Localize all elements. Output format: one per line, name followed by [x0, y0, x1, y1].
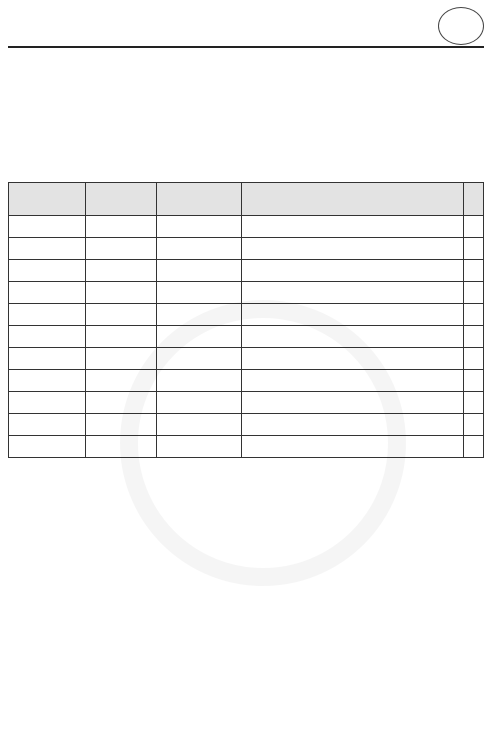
notice-header [8, 6, 484, 48]
cell-row [463, 348, 483, 370]
cell-estimate [86, 282, 157, 304]
cell-guarantee [9, 348, 86, 370]
table-row [9, 414, 484, 436]
table-row [9, 216, 484, 238]
table-row [9, 304, 484, 326]
cell-estimate [86, 414, 157, 436]
cell-guarantee [9, 392, 86, 414]
table-row [9, 348, 484, 370]
cell-description [242, 238, 463, 260]
cell-reference [157, 282, 242, 304]
cell-description [242, 436, 463, 458]
cell-guarantee [9, 238, 86, 260]
table-row [9, 392, 484, 414]
organization-logo [438, 7, 484, 45]
cell-description [242, 326, 463, 348]
column-header-description [242, 183, 463, 216]
cell-reference [157, 414, 242, 436]
cell-row [463, 392, 483, 414]
cell-reference [157, 260, 242, 282]
cell-description [242, 392, 463, 414]
cell-row [463, 304, 483, 326]
cell-description [242, 348, 463, 370]
table-row [9, 282, 484, 304]
tender-table [8, 182, 484, 458]
cell-estimate [86, 348, 157, 370]
cell-description [242, 304, 463, 326]
cell-reference [157, 238, 242, 260]
cell-guarantee [9, 304, 86, 326]
intro-paragraph [8, 52, 484, 176]
table-row [9, 436, 484, 458]
cell-description [242, 370, 463, 392]
cell-estimate [86, 216, 157, 238]
table-header-row [9, 183, 484, 216]
cell-row [463, 326, 483, 348]
cell-description [242, 414, 463, 436]
cell-row [463, 414, 483, 436]
cell-description [242, 282, 463, 304]
cell-description [242, 260, 463, 282]
column-header-reference [157, 183, 242, 216]
table-row [9, 370, 484, 392]
cell-guarantee [9, 260, 86, 282]
cell-guarantee [9, 282, 86, 304]
table-row [9, 326, 484, 348]
table-row [9, 238, 484, 260]
cell-row [463, 216, 483, 238]
cell-reference [157, 304, 242, 326]
cell-estimate [86, 370, 157, 392]
cell-reference [157, 348, 242, 370]
column-header-row [463, 183, 483, 216]
cell-estimate [86, 392, 157, 414]
cell-guarantee [9, 326, 86, 348]
cell-reference [157, 216, 242, 238]
cell-estimate [86, 260, 157, 282]
column-header-estimate [86, 183, 157, 216]
cell-row [463, 238, 483, 260]
cell-estimate [86, 238, 157, 260]
cell-row [463, 282, 483, 304]
cell-guarantee [9, 436, 86, 458]
cell-guarantee [9, 216, 86, 238]
cell-description [242, 216, 463, 238]
cell-row [463, 370, 483, 392]
cell-row [463, 260, 483, 282]
table-row [9, 260, 484, 282]
cell-row [463, 436, 483, 458]
cell-reference [157, 370, 242, 392]
notes-section [8, 464, 484, 564]
column-header-guarantee [9, 183, 86, 216]
cell-guarantee [9, 370, 86, 392]
cell-estimate [86, 436, 157, 458]
cell-estimate [86, 304, 157, 326]
cell-reference [157, 392, 242, 414]
cell-reference [157, 436, 242, 458]
cell-guarantee [9, 414, 86, 436]
cell-estimate [86, 326, 157, 348]
cell-reference [157, 326, 242, 348]
